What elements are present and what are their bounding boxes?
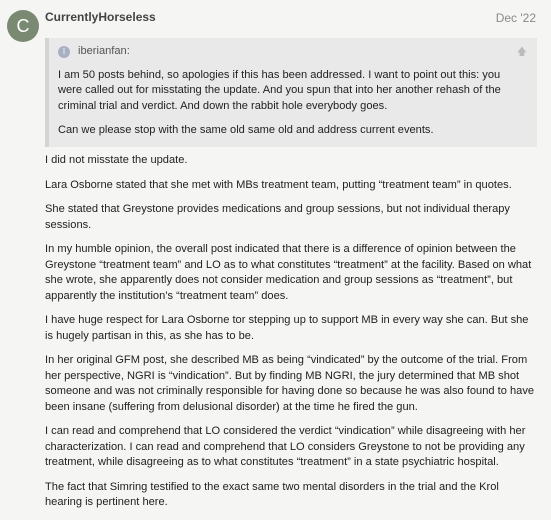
post-body — [45, 153, 537, 520]
post-paragraph: She stated that Greystone provides medications and group sessions, but not individual therapy sessions. — [45, 203, 510, 231]
quote-block — [45, 38, 537, 147]
post-paragraph: Lara Osborne stated that she met with MBs treatment team, putting “treatment team” in quotes. — [45, 178, 512, 191]
quote-paragraph: I am 50 posts behind, so apologies if this has been addressed. I want to point out this: you were called out for misstating the update. And you spun that into her another rehash of the criminal trial and verdict. And down the rabbit hole everybody goes. — [58, 68, 501, 112]
quote-avatar: I — [58, 46, 70, 58]
post-paragraph: I did not misstate the update. — [45, 154, 188, 166]
post-paragraph: I can read and comprehend that LO considered the verdict “vindication” while disagreeing with her characterization. I can read and comprehend that LO considers Greystone to not be providing any treatment, while disagreeing as to what constitutes “treatment” in a state psychiatric hospital. — [45, 425, 526, 468]
arrow-up-icon[interactable]: 🡅 — [516, 47, 527, 58]
post-paragraph: I have huge respect for Lara Osborne tor stepping up to support MB in every way she can. But she is hugely partisan in this, as she has to be. — [45, 314, 529, 342]
quote-username[interactable]: iberianfan: — [78, 45, 130, 57]
post-paragraph: In my humble opinion, the overall post indicated that there is a difference of opinion between the Greystone “treatment team” and LO as to what constitutes “treatment” at the facility. Based on what she wrote, she apparently does not consider medication and group sessions as “treatment”, but apparently the institution’s “treatment team” does. — [45, 243, 532, 302]
quote-header — [58, 44, 527, 60]
post-date[interactable]: Dec '22 — [495, 11, 536, 25]
user-avatar[interactable]: C — [7, 10, 39, 42]
quote-paragraph: Can we please stop with the same old same old and address current events. — [58, 124, 434, 136]
post-paragraph: In her original GFM post, she described MB as being “vindicated” by the outcome of the trial. From her perspective, NGRI is “vindication”. But by finding MB NGRI, the jury determined that MB shot someone and was not criminally responsible for having done so because he was also found to have been insane (suffering from delusional disorder) at the time he fired the gun. — [45, 354, 535, 413]
post-paragraph: The fact that Simring testified to the exact same two mental disorders in the trial and the Krol hearing is pertinent here. — [45, 480, 499, 508]
username-link[interactable]: CurrentlyHorseless — [45, 10, 156, 24]
